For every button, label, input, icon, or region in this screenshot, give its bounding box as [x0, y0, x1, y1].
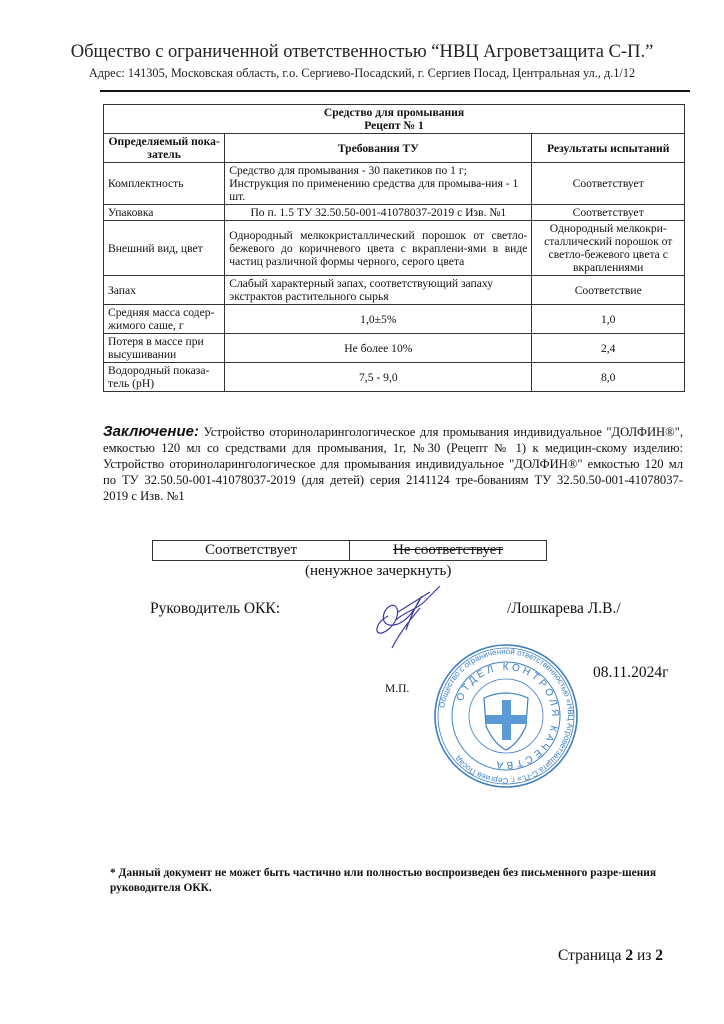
col-header-indicator: Определяемый пока-затель	[104, 134, 225, 163]
page-of: из	[637, 947, 652, 964]
table-title	[104, 105, 685, 134]
cell-requirement: Не более 10%	[225, 334, 532, 363]
col-header-results: Результаты испытаний	[532, 134, 685, 163]
date: 08.11.2024г	[593, 664, 669, 681]
signature-icon	[368, 572, 448, 652]
verdict-not-complies: Не соответствует	[393, 542, 503, 558]
verdict-note: (ненужное зачеркнуть)	[305, 563, 452, 579]
verdict-box	[152, 540, 547, 561]
page-label: Страница	[558, 947, 622, 964]
cell-result: Однородный мелкокри-сталлический порошок от светло-бежевого цвета с вкраплениями	[532, 221, 685, 276]
table-row	[104, 163, 685, 205]
cell-requirement: 7,5 - 9,0	[225, 363, 532, 392]
cell-indicator: Водородный показа-тель (pH)	[104, 363, 225, 392]
stamp-icon	[432, 642, 580, 790]
page-total: 2	[655, 947, 664, 964]
conclusion-text: Устройство оториноларингологическое для промывания индивидуальное "ДОЛФИН®", емкостью 120 мл со средствами для промывания, 1г, №30 (Рецепт № 1) к медицин-скому изделию: Устройство оториноларингологическое для промывания индивидуальное "ДОЛФИН®" емкостью 120 мл по ТУ 32.50.50-001-41078037-2019 (для детей) серия 2141124 тре-бованиям ТУ 32.50.50-001-41078037-2019 с Изв. №1	[103, 425, 683, 503]
cell-requirement: 1,0±5%	[225, 305, 532, 334]
cell-result: 2,4	[532, 334, 685, 363]
table-row	[104, 305, 685, 334]
cell-result: 1,0	[532, 305, 685, 334]
col-header-requirements: Требования ТУ	[225, 134, 532, 163]
cell-indicator: Упаковка	[104, 205, 225, 221]
table-header-row	[104, 134, 685, 163]
cell-requirement: Однородный мелкокристаллический порошок от светло-бежевого до коричневого цвета с вкраплени-ями в виде частиц различной формы черного, серого цвета	[225, 221, 532, 276]
conclusion-label: Заключение:	[103, 423, 199, 440]
cell-requirement: По п. 1.5 ТУ 32.50.50-001-41078037-2019 с Изв. №1	[225, 205, 532, 221]
table-title-line1: Средство для промывания	[323, 106, 465, 119]
conclusion	[103, 424, 683, 504]
cell-indicator: Внешний вид, цвет	[104, 221, 225, 276]
stamp-inner-text: ОТДЕЛ КОНТРОЛЯ КАЧЕСТВА	[454, 661, 561, 771]
table-title-line2: Рецепт № 1	[364, 119, 424, 132]
cell-result: Соответствие	[532, 276, 685, 305]
table-row	[104, 221, 685, 276]
header-divider	[100, 90, 690, 92]
signer-role: Руководитель ОКК:	[150, 600, 281, 617]
seal-label: М.П.	[385, 683, 410, 695]
cell-indicator: Комплектность	[104, 163, 225, 205]
org-address: Адрес: 141305, Московская область, г.о. Сергиево-Посадский, г. Сергиев Посад, Центральная ул., д.1/12	[88, 66, 636, 80]
table-row	[104, 276, 685, 305]
table-row	[104, 334, 685, 363]
table-row	[104, 363, 685, 392]
org-name: Общество с ограниченной ответственностью “НВЦ Агроветзащита С-П.”	[70, 42, 654, 62]
footnote: * Данный документ не может быть частично или полностью воспроизведен без письменного разре-шения руководителя ОКК.	[110, 867, 656, 894]
cell-result: 8,0	[532, 363, 685, 392]
page-current: 2	[625, 947, 634, 964]
cell-requirement: Средство для промывания - 30 пакетиков по 1 г; Инструкция по применению средства для промыва-ния - 1 шт.	[225, 163, 532, 205]
cell-requirement: Слабый характерный запах, соответствующий запаху экстрактов растительного сырья	[225, 276, 532, 305]
cell-indicator: Средняя масса содер-жимого саше, г	[104, 305, 225, 334]
page-number	[558, 947, 663, 965]
cell-indicator: Запах	[104, 276, 225, 305]
cell-indicator: Потеря в массе при высушивании	[104, 334, 225, 363]
cell-result: Соответствует	[532, 163, 685, 205]
cell-result: Соответствует	[532, 205, 685, 221]
table-title-row	[104, 105, 685, 134]
verdict-complies: Соответствует	[153, 541, 350, 560]
test-results-table	[103, 104, 685, 392]
stamp-outer-text: Общество с ограниченной ответственностью «НВЦ Агроветзащита С-П.» г. Сергиев Посад	[437, 646, 576, 786]
signer-name: /Лошкарева Л.В./	[507, 600, 621, 617]
table-row	[104, 205, 685, 221]
